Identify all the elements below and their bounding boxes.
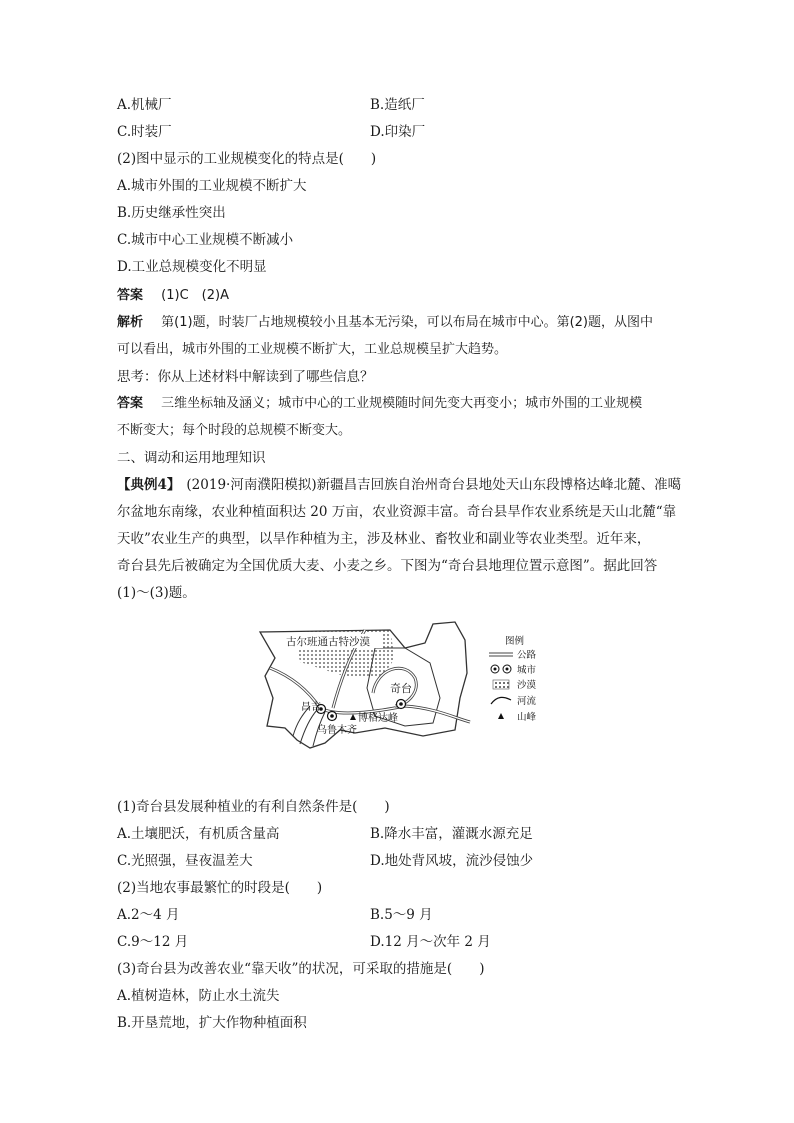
q1-option-a: A.土壤肥沃，有机质含量高: [117, 826, 280, 842]
q3-option-b: B.开垦荒地，扩大作物种植面积: [117, 1015, 307, 1031]
desert-label: 古尔班通古特沙漠: [286, 636, 370, 648]
legend-peak: 山峰: [517, 712, 537, 723]
q2-option-b-prev: B.历史继承性突出: [117, 205, 226, 221]
think-answer-text-1: 三维坐标轴及涵义；城市中心的工业规模随时间先变大再变小；城市外围的工业规模: [161, 396, 643, 411]
q2-option-b: B.5～9 月: [370, 907, 433, 923]
city-urumqi-label: 乌鲁木齐: [317, 725, 357, 736]
option-d-dyeing: D.印染厂: [370, 124, 426, 140]
answer-line: [117, 286, 229, 306]
think-question: 思考：你从上述材料中解读到了哪些信息？: [117, 369, 374, 385]
example-text-2: 尔盆地东南缘，农业种植面积达 20 万亩，农业资源丰富。奇台县旱作农业系统是天山北麓“靠: [117, 504, 677, 520]
example-text-1: 新疆昌吉回族自治州奇台县地处天山东段博格达峰北麓、准噶: [316, 477, 682, 493]
peak-icon: [350, 714, 356, 720]
q2-option-a: A.2～4 月: [117, 907, 180, 923]
legend-river: 河流: [517, 696, 537, 707]
analysis-line-1: [117, 313, 653, 333]
q1-stem: (1)奇台县发展种植业的有利自然条件是( ): [117, 799, 390, 815]
legend-road: 公路: [517, 650, 537, 661]
option-b-paper: B.造纸厂: [370, 97, 425, 113]
city-qitai-label: 奇台: [390, 682, 412, 695]
answer-text: (1)C (2)A: [161, 288, 229, 303]
example-source: (2019·河南濮阳模拟): [186, 477, 317, 493]
example-tag: 【典例4】: [117, 477, 181, 493]
q2-option-c-prev: C.城市中心工业规模不断减小: [117, 232, 294, 248]
example-text-3: 天收”农业生产的典型，以旱作种植为主，涉及林业、畜牧业和副业等农业类型。近年来，: [117, 531, 651, 547]
legend-desert: 沙漠: [517, 680, 537, 691]
q2-option-c: C.9～12 月: [117, 934, 189, 950]
city-changji-label: 昌吉: [301, 702, 321, 713]
q2-option-d: D.12 月～次年 2 月: [370, 934, 491, 950]
example-text-4: 奇台县先后被确定为全国优质大麦、小麦之乡。下图为“奇台县地理位置示意图”。据此回答: [117, 558, 658, 574]
analysis-text-1: 第(1)题，时装厂占地规模较小且基本无污染，可以布局在城市中心。第(2)题，从图中: [161, 315, 653, 330]
legend-city: 城市: [517, 665, 537, 676]
think-answer-label: 答案: [117, 396, 144, 411]
analysis-label: 解析: [117, 315, 144, 330]
think-answer-text-2: 不断变大；每个时段的总规模不断变大。: [117, 423, 352, 438]
q3-option-a: A.植树造林，防止水土流失: [117, 988, 280, 1004]
example-line-1: [117, 475, 681, 495]
q2-stem: (2)当地农事最繁忙的时段是( ): [117, 880, 323, 896]
example-text-5: (1)～(3)题。: [117, 585, 196, 601]
q3-stem: (3)奇台县为改善农业“靠天收”的状况，可采取的措施是( ): [117, 961, 485, 977]
peak-label: 博格达峰: [358, 713, 398, 724]
q1-option-b: B.降水丰富，灌溉水源充足: [370, 826, 533, 842]
option-c-fashion: C.时装厂: [117, 124, 172, 140]
section-title: 二、调动和运用地理知识: [117, 450, 266, 466]
q1-option-c: C.光照强，昼夜温差大: [117, 853, 253, 869]
option-a-machinery: A.机械厂: [117, 97, 172, 113]
q2-stem-prev: (2)图中显示的工业规模变化的特点是( ): [117, 151, 377, 167]
qitai-location-map: [255, 618, 555, 753]
think-answer-line-1: [117, 394, 642, 414]
answer-label: 答案: [117, 288, 144, 303]
q2-option-d-prev: D.工业总规模变化不明显: [117, 259, 267, 275]
legend-title: 图例: [505, 636, 525, 647]
q1-option-d: D.地处背风坡，流沙侵蚀少: [370, 853, 534, 869]
q2-option-a-prev: A.城市外围的工业规模不断扩大: [117, 178, 307, 194]
analysis-text-2: 可以看出，城市外围的工业规模不断扩大，工业总规模呈扩大趋势。: [117, 342, 508, 357]
